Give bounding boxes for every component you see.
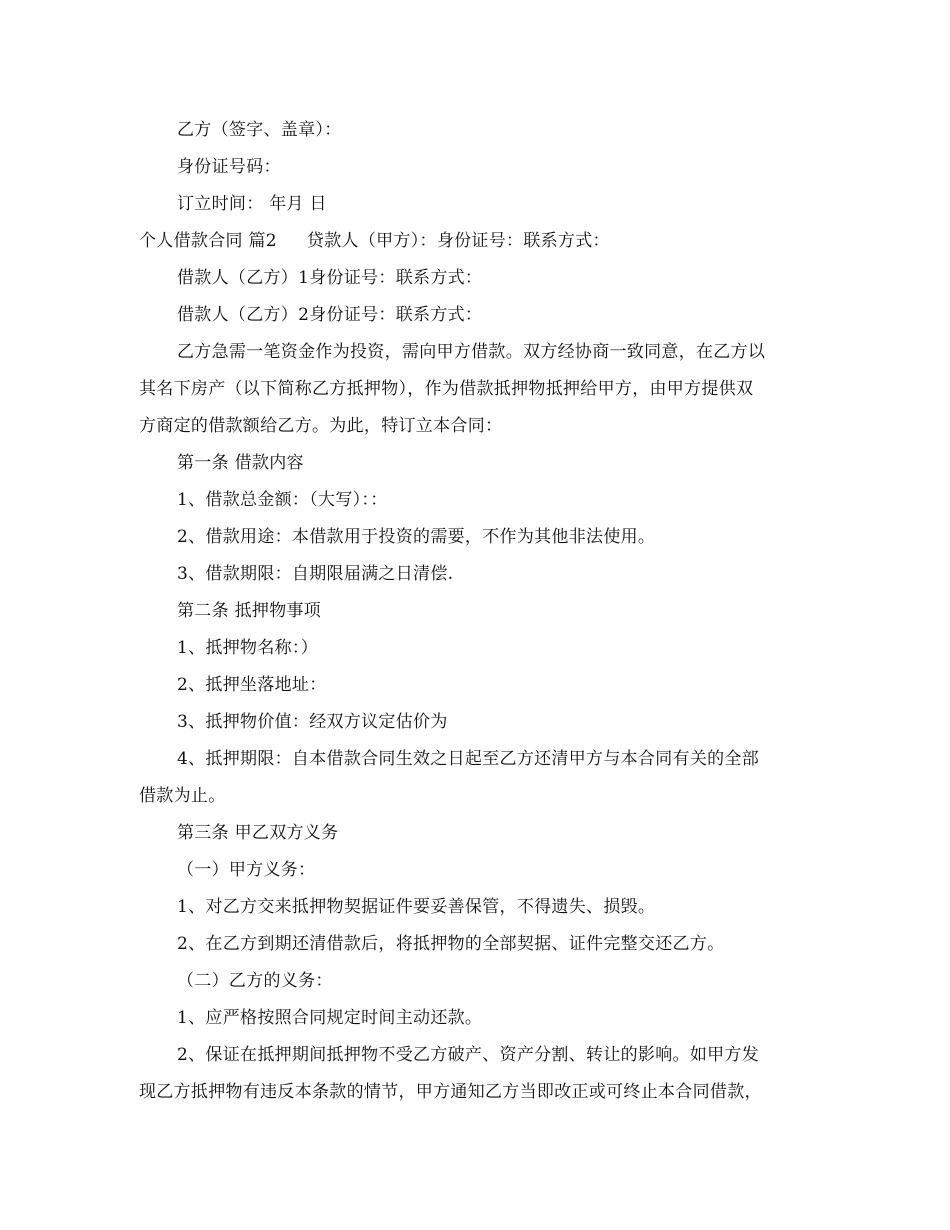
borrower-2-line: 借款人（乙方）2身份证号：联系方式： (177, 305, 483, 325)
clause-line: 2、抵押坐落地址： (177, 675, 327, 695)
clause-line: 2、保证在抵押期间抵押物不受乙方破产、资产分割、转让的影响。如甲方发 (177, 1045, 760, 1065)
clause-line: 1、对乙方交来抵押物契据证件要妥善保管，不得遗失、损毁。 (177, 897, 656, 917)
paragraph-line: 其名下房产（以下简称乙方抵押物），作为借款抵押物抵押给甲方，由甲方提供双 (139, 379, 754, 399)
clause-line: 1、应严格按照合同规定时间主动还款。 (177, 1008, 483, 1028)
lender-info: 贷款人（甲方）：身份证号：联系方式： (306, 231, 610, 251)
clause-line: 1、抵押物名称：） (177, 638, 319, 658)
party-b-signature-line: 乙方（签字、盖章）： (177, 120, 342, 140)
id-number-line: 身份证号码： (177, 157, 281, 177)
subsection-heading: （二）乙方的义务： (177, 971, 333, 991)
contract-title: 个人借款合同 篇2 (139, 231, 277, 251)
clause-line: 1、借款总金额：（大写）：： (177, 490, 388, 510)
clause-line: 借款为止。 (139, 786, 226, 806)
article-3-heading: 第三条 甲乙双方义务 (177, 823, 339, 843)
article-1-heading: 第一条 借款内容 (177, 453, 304, 473)
clause-line: 3、抵押物价值：经双方议定估价为 (177, 712, 448, 732)
article-2-heading: 第二条 抵押物事项 (177, 601, 322, 621)
signing-date-line: 订立时间： 年月 日 (177, 194, 327, 214)
clause-line: 现乙方抵押物有违反本条款的情节，甲方通知乙方当即改正或可终止本合同借款， (139, 1082, 762, 1102)
paragraph-line: 乙方急需一笔资金作为投资，需向甲方借款。双方经协商一致同意，在乙方以 (177, 342, 766, 362)
contract-heading-line (139, 229, 610, 253)
borrower-1-line: 借款人（乙方）1身份证号：联系方式： (177, 268, 483, 288)
clause-line: 3、借款期限：自期限届满之日清偿. (177, 564, 454, 584)
clause-line: 2、借款用途：本借款用于投资的需要，不作为其他非法使用。 (177, 527, 656, 547)
subsection-heading: （一）甲方义务： (177, 860, 316, 880)
clause-line: 2、在乙方到期还清借款后，将抵押物的全部契据、证件完整交还乙方。 (177, 934, 725, 954)
clause-line: 4、抵押期限：自本借款合同生效之日起至乙方还清甲方与本合同有关的全部 (177, 749, 760, 769)
paragraph-line: 方商定的借款额给乙方。为此，特订立本合同： (139, 416, 503, 436)
